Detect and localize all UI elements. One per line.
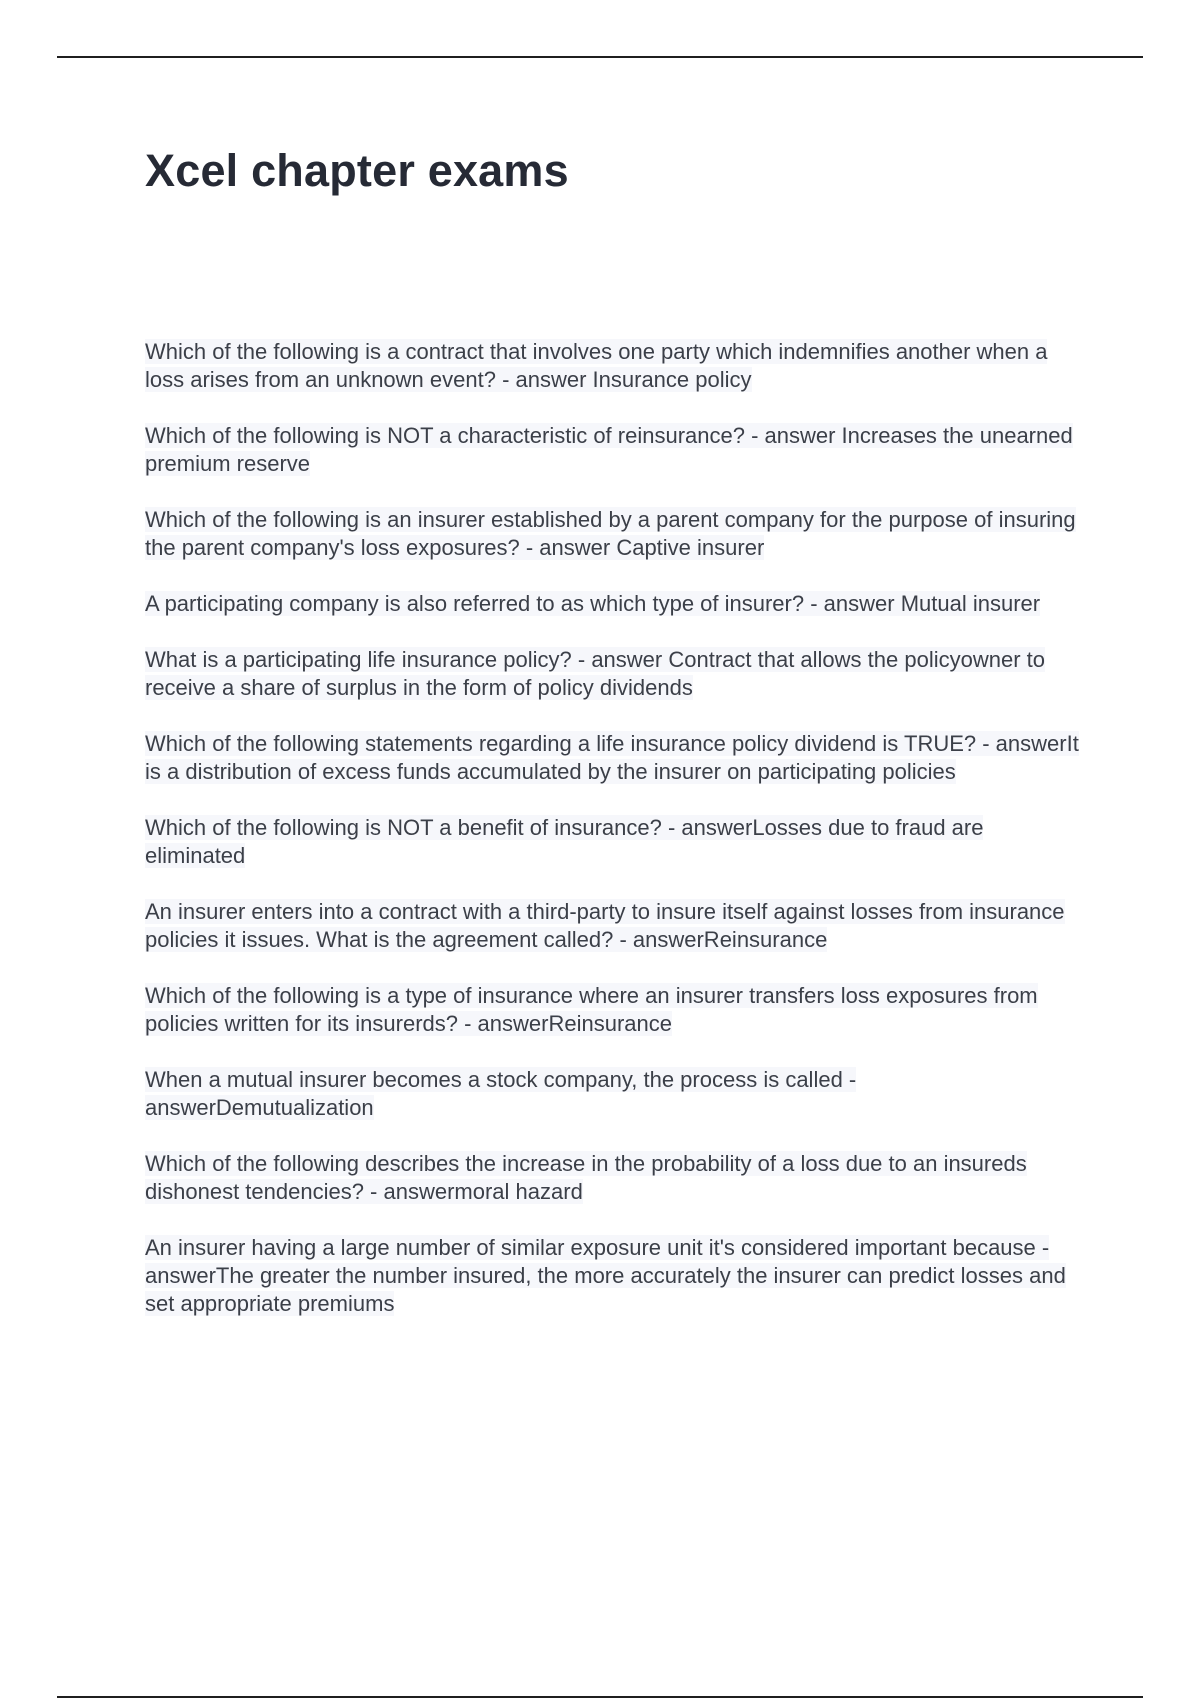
list-item bbox=[145, 730, 1085, 786]
question-answer-list bbox=[145, 338, 1085, 1346]
list-item bbox=[145, 1234, 1085, 1318]
list-item bbox=[145, 1150, 1085, 1206]
question-answer-text: Which of the following statements regarding a life insurance policy dividend is TRUE? - answerIt is a distribution of excess funds accumulated by the insurer on participating policies bbox=[145, 731, 1079, 784]
bottom-rule bbox=[57, 1696, 1143, 1698]
question-answer-text: When a mutual insurer becomes a stock company, the process is called - answerDemutualization bbox=[145, 1067, 857, 1120]
list-item bbox=[145, 898, 1085, 954]
list-item bbox=[145, 814, 1085, 870]
list-item bbox=[145, 338, 1085, 394]
list-item bbox=[145, 982, 1085, 1038]
list-item bbox=[145, 646, 1085, 702]
question-answer-text: A participating company is also referred to as which type of insurer? - answer Mutual insurer bbox=[145, 591, 1041, 616]
question-answer-text: Which of the following is NOT a characteristic of reinsurance? - answer Increases the unearned premium reserve bbox=[145, 423, 1073, 476]
top-rule bbox=[57, 56, 1143, 58]
question-answer-text: Which of the following is an insurer established by a parent company for the purpose of insuring the parent company's loss exposures? - answer Captive insurer bbox=[145, 507, 1076, 560]
question-answer-text: An insurer having a large number of similar exposure unit it's considered important because - answerThe greater the number insured, the more accurately the insurer can predict losses and set appropriate premiums bbox=[145, 1235, 1066, 1316]
question-answer-text: Which of the following is a contract that involves one party which indemnifies another when a loss arises from an unknown event? - answer Insurance policy bbox=[145, 339, 1048, 392]
question-answer-text: What is a participating life insurance policy? - answer Contract that allows the policyowner to receive a share of surplus in the form of policy dividends bbox=[145, 647, 1045, 700]
list-item bbox=[145, 590, 1085, 618]
question-answer-text: Which of the following is a type of insurance where an insurer transfers loss exposures from policies written for its insurerds? - answerReinsurance bbox=[145, 983, 1038, 1036]
list-item bbox=[145, 422, 1085, 478]
question-answer-text: Which of the following describes the increase in the probability of a loss due to an insureds dishonest tendencies? - answermoral hazard bbox=[145, 1151, 1027, 1204]
list-item bbox=[145, 506, 1085, 562]
question-answer-text: An insurer enters into a contract with a third-party to insure itself against losses from insurance policies it issues. What is the agreement called? - answerReinsurance bbox=[145, 899, 1065, 952]
question-answer-text: Which of the following is NOT a benefit of insurance? - answerLosses due to fraud are eliminated bbox=[145, 815, 984, 868]
page-title: Xcel chapter exams bbox=[145, 145, 569, 196]
list-item bbox=[145, 1066, 1085, 1122]
